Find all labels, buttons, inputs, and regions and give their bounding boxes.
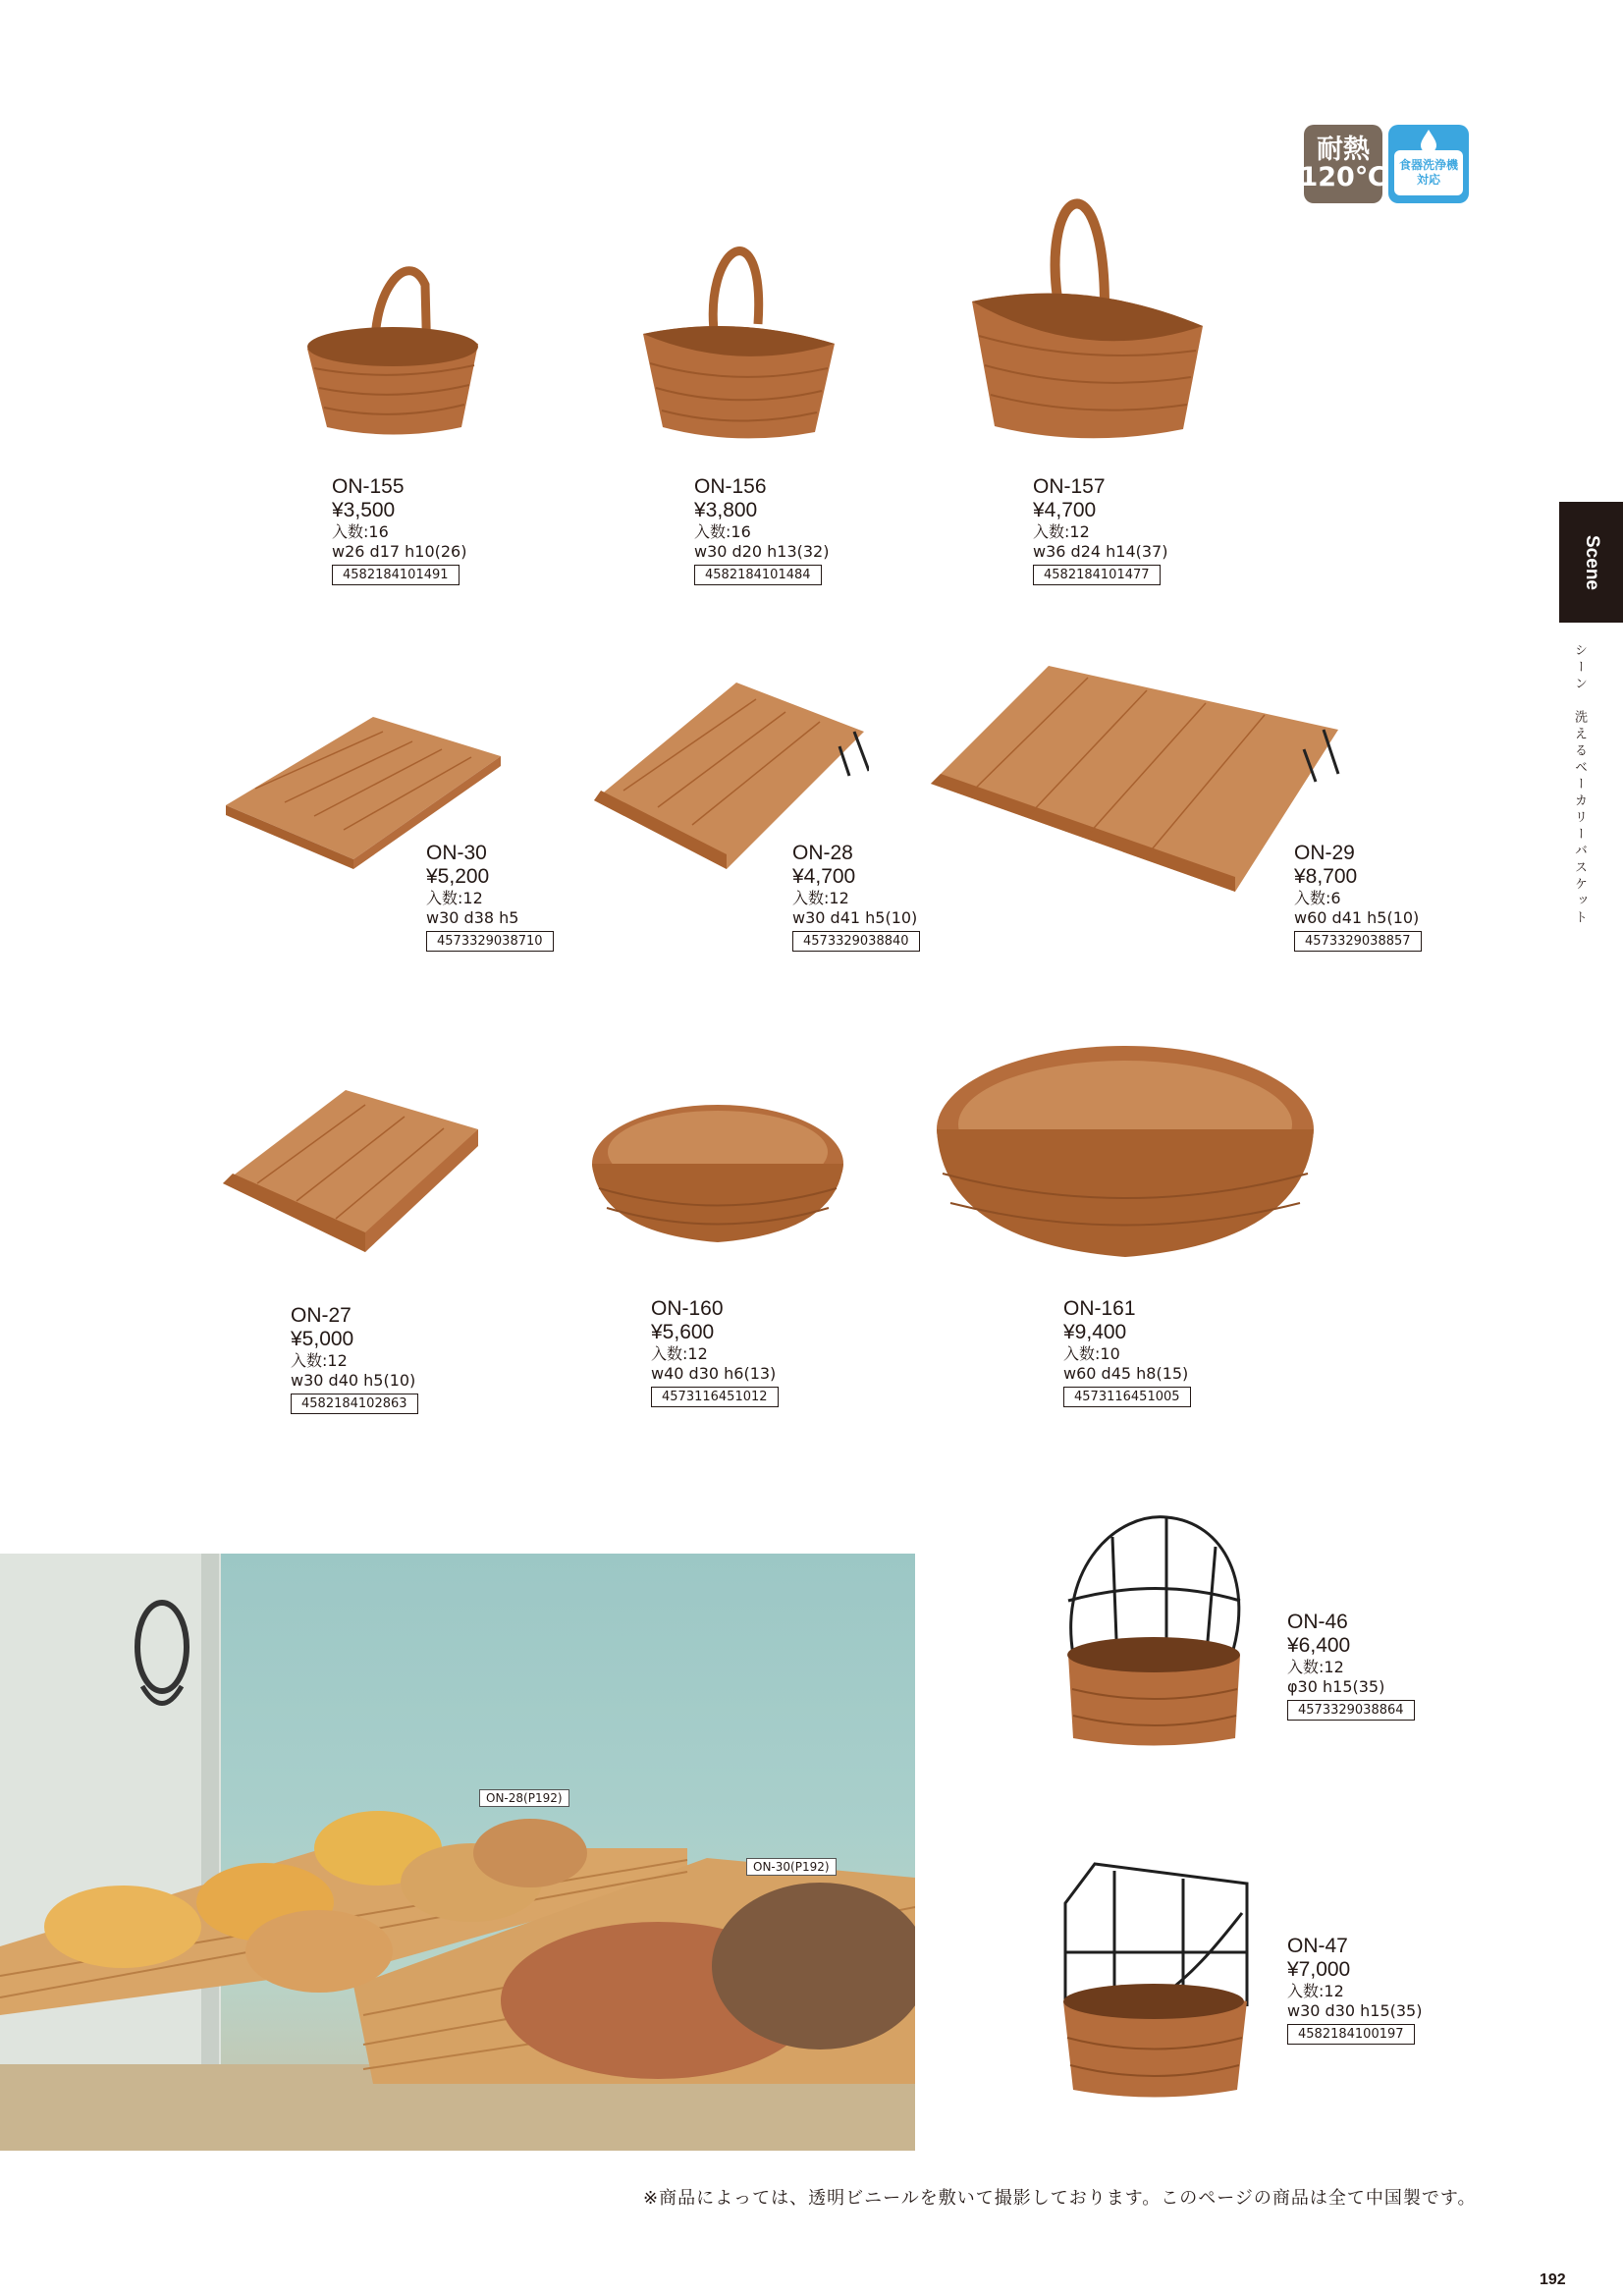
product-price: ¥5,000 [291, 1328, 354, 1350]
heat-resistant-badge [1299, 125, 1387, 203]
product-quantity: 入数:12 [792, 889, 849, 907]
product-price: ¥6,400 [1287, 1634, 1351, 1657]
product-size: w60 d45 h8(15) [1063, 1364, 1189, 1383]
product-quantity: 入数:10 [1063, 1344, 1120, 1363]
product-card-on-161 [1063, 1297, 1299, 1407]
product-code: ON-28 [792, 842, 853, 864]
product-quantity: 入数:12 [1287, 1982, 1344, 2000]
product-quantity: 入数:6 [1294, 889, 1341, 907]
product-card-on-30 [426, 842, 662, 952]
product-card-on-28 [792, 842, 1028, 952]
product-code: ON-29 [1294, 842, 1355, 864]
product-price: ¥7,000 [1287, 1958, 1351, 1981]
product-quantity: 入数:12 [291, 1351, 348, 1370]
dishwasher-badge [1388, 125, 1469, 203]
product-jan-code: 4573329038840 [792, 931, 920, 952]
product-jan-code: 4573329038857 [1294, 931, 1422, 952]
basket-image-on-161 [933, 1036, 1318, 1267]
product-code: ON-30 [426, 842, 487, 864]
product-jan-code: 4573116451005 [1063, 1387, 1191, 1407]
product-jan-code: 4582184101484 [694, 565, 822, 585]
product-size: φ30 h15(35) [1287, 1677, 1385, 1696]
product-quantity: 入数:12 [651, 1344, 708, 1363]
product-jan-code: 4582184101491 [332, 565, 460, 585]
product-size: w36 d24 h14(37) [1033, 542, 1168, 561]
product-price: ¥5,200 [426, 865, 490, 888]
basket-image-on-155 [299, 246, 486, 442]
wash-badge-line1: 食器洗浄機 [1398, 158, 1458, 172]
product-code: ON-160 [651, 1297, 724, 1320]
product-card-on-27 [291, 1304, 526, 1414]
section-caption: シーン 洗えるベーカリーバスケット [1572, 643, 1587, 927]
heat-badge-line2: 120℃ [1299, 162, 1387, 192]
photo-tag-on-30: ON-30(P192) [746, 1858, 837, 1876]
product-price: ¥8,700 [1294, 865, 1358, 888]
basket-image-on-160 [589, 1095, 846, 1247]
basket-image-on-157 [967, 169, 1208, 449]
bakery-display-photo [0, 1554, 915, 2151]
product-size: w30 d30 h15(35) [1287, 2001, 1423, 2020]
product-jan-code: 4582184102863 [291, 1394, 418, 1414]
product-price: ¥4,700 [1033, 499, 1097, 521]
product-size: w30 d40 h5(10) [291, 1371, 416, 1390]
product-code: ON-47 [1287, 1935, 1348, 1957]
product-quantity: 入数:16 [332, 522, 389, 541]
tray-image-on-27 [218, 1085, 483, 1257]
basket-image-on-156 [638, 216, 839, 447]
product-size: w26 d17 h10(26) [332, 542, 467, 561]
product-quantity: 入数:16 [694, 522, 751, 541]
product-quantity: 入数:12 [1033, 522, 1090, 541]
product-price: ¥5,600 [651, 1321, 715, 1343]
product-card-on-160 [651, 1297, 887, 1407]
product-card-on-46 [1287, 1611, 1523, 1721]
product-price: ¥3,500 [332, 499, 396, 521]
heat-badge-line1: 耐熱 [1317, 134, 1370, 165]
product-size: w30 d20 h13(32) [694, 542, 830, 561]
product-card-on-29 [1294, 842, 1530, 952]
product-size: w30 d41 h5(10) [792, 908, 918, 927]
page-number: 192 [1540, 2271, 1566, 2288]
product-jan-code: 4573329038710 [426, 931, 554, 952]
basket-image-on-47 [1055, 1859, 1252, 2105]
product-size: w30 d38 h5 [426, 908, 519, 927]
product-jan-code: 4582184100197 [1287, 2024, 1415, 2045]
product-price: ¥4,700 [792, 865, 856, 888]
product-price: ¥3,800 [694, 499, 758, 521]
product-code: ON-156 [694, 475, 767, 498]
product-card-on-157 [1033, 475, 1269, 585]
product-code: ON-157 [1033, 475, 1106, 498]
section-tab [1559, 502, 1623, 623]
product-code: ON-27 [291, 1304, 352, 1327]
photo-tag-on-28: ON-28(P192) [479, 1789, 569, 1807]
section-tab-label: Scene [1581, 534, 1602, 590]
photo-illustration [0, 1554, 915, 2151]
product-quantity: 入数:12 [426, 889, 483, 907]
product-jan-code: 4582184101477 [1033, 565, 1161, 585]
product-card-on-155 [332, 475, 568, 585]
product-code: ON-161 [1063, 1297, 1136, 1320]
product-quantity: 入数:12 [1287, 1658, 1344, 1676]
product-price: ¥9,400 [1063, 1321, 1127, 1343]
product-size: w60 d41 h5(10) [1294, 908, 1420, 927]
product-jan-code: 4573329038864 [1287, 1700, 1415, 1721]
footnote: ※商品によっては、透明ビニールを敷いて撮影しております。このページの商品は全て中国製です。 [643, 2188, 1477, 2209]
product-card-on-47 [1287, 1935, 1523, 2045]
basket-image-on-46 [1058, 1507, 1250, 1753]
product-jan-code: 4573116451012 [651, 1387, 779, 1407]
wash-badge-line2: 対応 [1416, 173, 1440, 187]
product-code: ON-155 [332, 475, 405, 498]
product-size: w40 d30 h6(13) [651, 1364, 777, 1383]
product-card-on-156 [694, 475, 930, 585]
product-code: ON-46 [1287, 1611, 1348, 1633]
